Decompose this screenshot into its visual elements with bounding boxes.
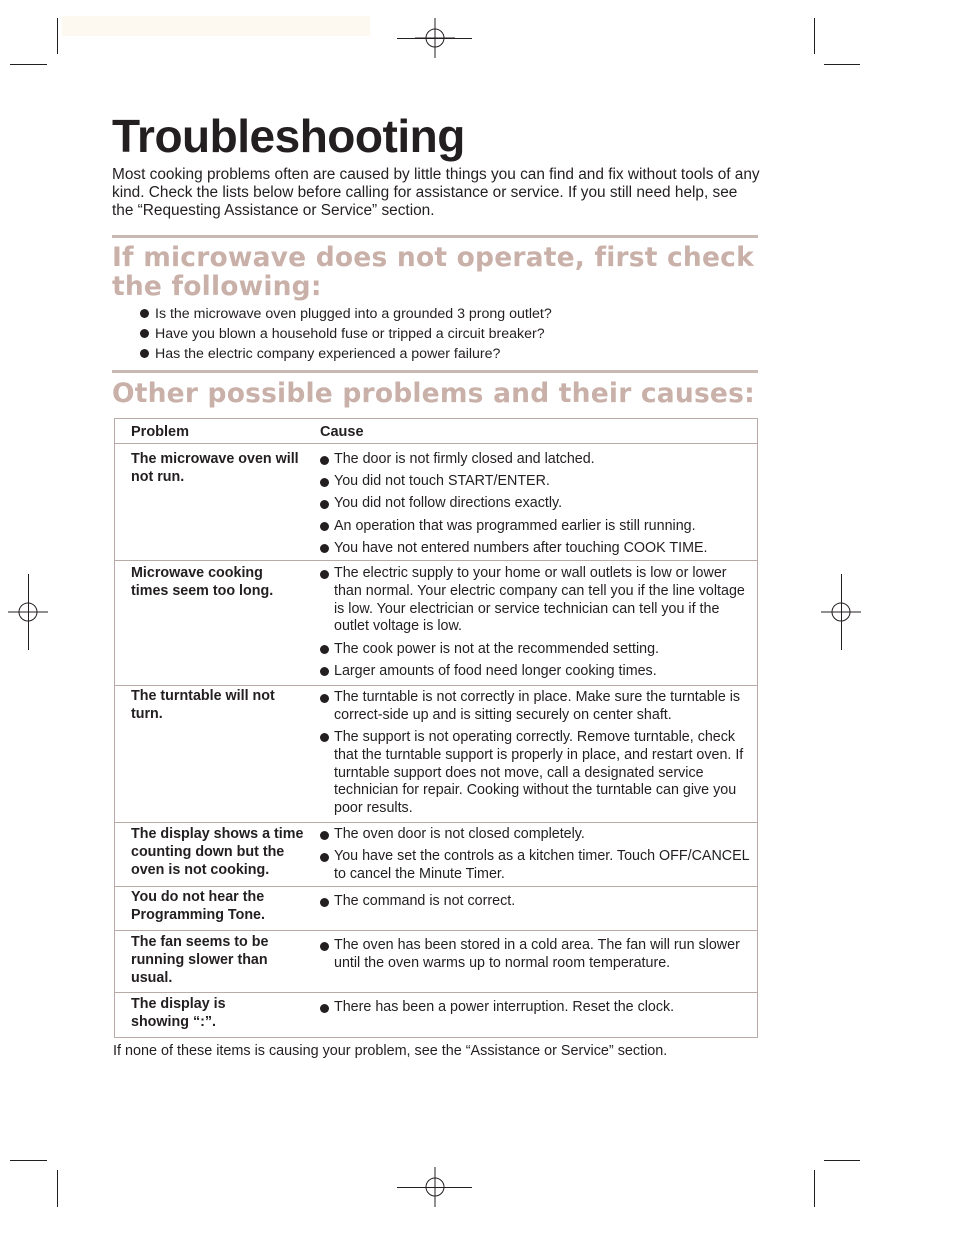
crop-mark bbox=[10, 1160, 47, 1161]
cause-item: The cook power is not at the recommended setting. bbox=[320, 641, 752, 659]
bullet-icon bbox=[320, 645, 329, 654]
table-row bbox=[115, 993, 757, 1037]
cause-item: The command is not correct. bbox=[320, 893, 752, 911]
crop-mark bbox=[397, 1187, 472, 1188]
cause-item: You did not touch START/ENTER. bbox=[320, 473, 752, 491]
bullet-icon bbox=[320, 544, 329, 553]
cause-item: The door is not firmly closed and latched. bbox=[320, 451, 752, 469]
top-tint-bar bbox=[62, 16, 370, 36]
intro-paragraph: Most cooking problems often are caused by little things you can find and fix without tools of any kind. Check the lists below before calling for assistance or service. If you still need help, see the “Requesting Assistance or Service” section. bbox=[112, 166, 760, 220]
list-item: Is the microwave oven plugged into a grounded 3 prong outlet? bbox=[140, 305, 552, 325]
bullet-icon bbox=[320, 570, 329, 579]
problem-cell: You do not hear the Programming Tone. bbox=[131, 889, 265, 923]
problem-cell: The microwave oven will not run. bbox=[131, 451, 299, 485]
cause-list bbox=[320, 893, 752, 915]
cause-item: You did not follow directions exactly. bbox=[320, 495, 752, 513]
problem-cell: The turntable will not turn. bbox=[131, 688, 275, 722]
crop-mark bbox=[57, 18, 58, 54]
table-row bbox=[115, 561, 757, 686]
cause-list bbox=[320, 565, 752, 685]
crop-mark bbox=[397, 38, 472, 39]
bullet-icon bbox=[140, 349, 149, 358]
bullet-icon bbox=[320, 942, 329, 951]
cause-item: Larger amounts of food need longer cooking times. bbox=[320, 663, 752, 681]
cause-item: You have set the controls as a kitchen timer. Touch OFF/CANCEL to cancel the Minute Timer. bbox=[320, 848, 752, 884]
page-title: Troubleshooting bbox=[112, 110, 465, 162]
bullet-icon bbox=[320, 733, 329, 742]
problem-cell: Microwave cooking times seem too long. bbox=[131, 565, 274, 599]
section-rule bbox=[112, 370, 758, 373]
cause-item: The support is not operating correctly. Remove turntable, check that the turntable support is properly in place, and restart oven. If turntable support does not move, call a designated service technician for repair. Cooking without the turntable can give you poor results. bbox=[320, 729, 752, 818]
table-row bbox=[115, 887, 757, 931]
cause-item: There has been a power interruption. Reset the clock. bbox=[320, 999, 752, 1017]
cause-item: The oven has been stored in a cold area. The fan will run slower until the oven warms up to normal room temperature. bbox=[320, 937, 752, 973]
cause-item: An operation that was programmed earlier is still running. bbox=[320, 518, 752, 536]
table-row bbox=[115, 444, 757, 561]
cause-list bbox=[320, 937, 752, 977]
bullet-icon bbox=[320, 478, 329, 487]
table-row bbox=[115, 931, 757, 993]
cause-item: The electric supply to your home or wall outlets is low or lower than normal. Your electric company can tell you if the line voltage is low. Your electrician or service technician can tell you if the outlet voltage is low. bbox=[320, 565, 752, 636]
bullet-icon bbox=[320, 694, 329, 703]
bullet-icon bbox=[140, 309, 149, 318]
footer-note: If none of these items is causing your problem, see the “Assistance or Service” section. bbox=[113, 1043, 668, 1059]
section-heading-operate-check: If microwave does not operate, first check the following: bbox=[112, 242, 754, 302]
cause-list bbox=[320, 826, 752, 888]
cause-item: The turntable is not correctly in place. Make sure the turntable is correct-side up and is sitting securely on center shaft. bbox=[320, 689, 752, 725]
list-item: Has the electric company experienced a power failure? bbox=[140, 345, 552, 365]
crop-mark bbox=[814, 18, 815, 54]
crop-mark bbox=[57, 1170, 58, 1207]
crop-mark bbox=[814, 1170, 815, 1207]
table-row bbox=[115, 823, 757, 887]
cause-item: You have not entered numbers after touching COOK TIME. bbox=[320, 540, 752, 558]
cause-list bbox=[320, 999, 752, 1021]
table-row bbox=[115, 686, 757, 823]
problem-cell: The fan seems to be running slower than usual. bbox=[131, 934, 269, 986]
operate-checklist bbox=[140, 305, 552, 364]
bullet-icon bbox=[320, 522, 329, 531]
bullet-icon bbox=[320, 1004, 329, 1013]
bullet-icon bbox=[320, 853, 329, 862]
crop-mark bbox=[28, 574, 29, 650]
column-header-problem: Problem bbox=[131, 424, 190, 440]
crop-mark bbox=[10, 64, 47, 65]
bullet-icon bbox=[320, 667, 329, 676]
section-heading-other-problems: Other possible problems and their causes: bbox=[112, 378, 755, 409]
problem-cell: The display is showing “:”. bbox=[131, 996, 226, 1030]
crop-mark bbox=[824, 1160, 860, 1161]
list-item: Have you blown a household fuse or tripped a circuit breaker? bbox=[140, 325, 552, 345]
cause-list bbox=[320, 689, 752, 822]
bullet-icon bbox=[320, 831, 329, 840]
column-header-cause: Cause bbox=[320, 424, 364, 440]
bullet-icon bbox=[320, 898, 329, 907]
problems-table bbox=[114, 418, 758, 1038]
bullet-icon bbox=[140, 329, 149, 338]
cause-item: The oven door is not closed completely. bbox=[320, 826, 752, 844]
crop-mark bbox=[824, 64, 860, 65]
bullet-icon bbox=[320, 500, 329, 509]
bullet-icon bbox=[320, 456, 329, 465]
problem-cell: The display shows a time counting down but the oven is not cooking. bbox=[131, 826, 304, 878]
section-rule bbox=[112, 235, 758, 238]
cause-list bbox=[320, 451, 752, 562]
crop-mark bbox=[841, 574, 842, 650]
table-header-row bbox=[115, 419, 757, 444]
